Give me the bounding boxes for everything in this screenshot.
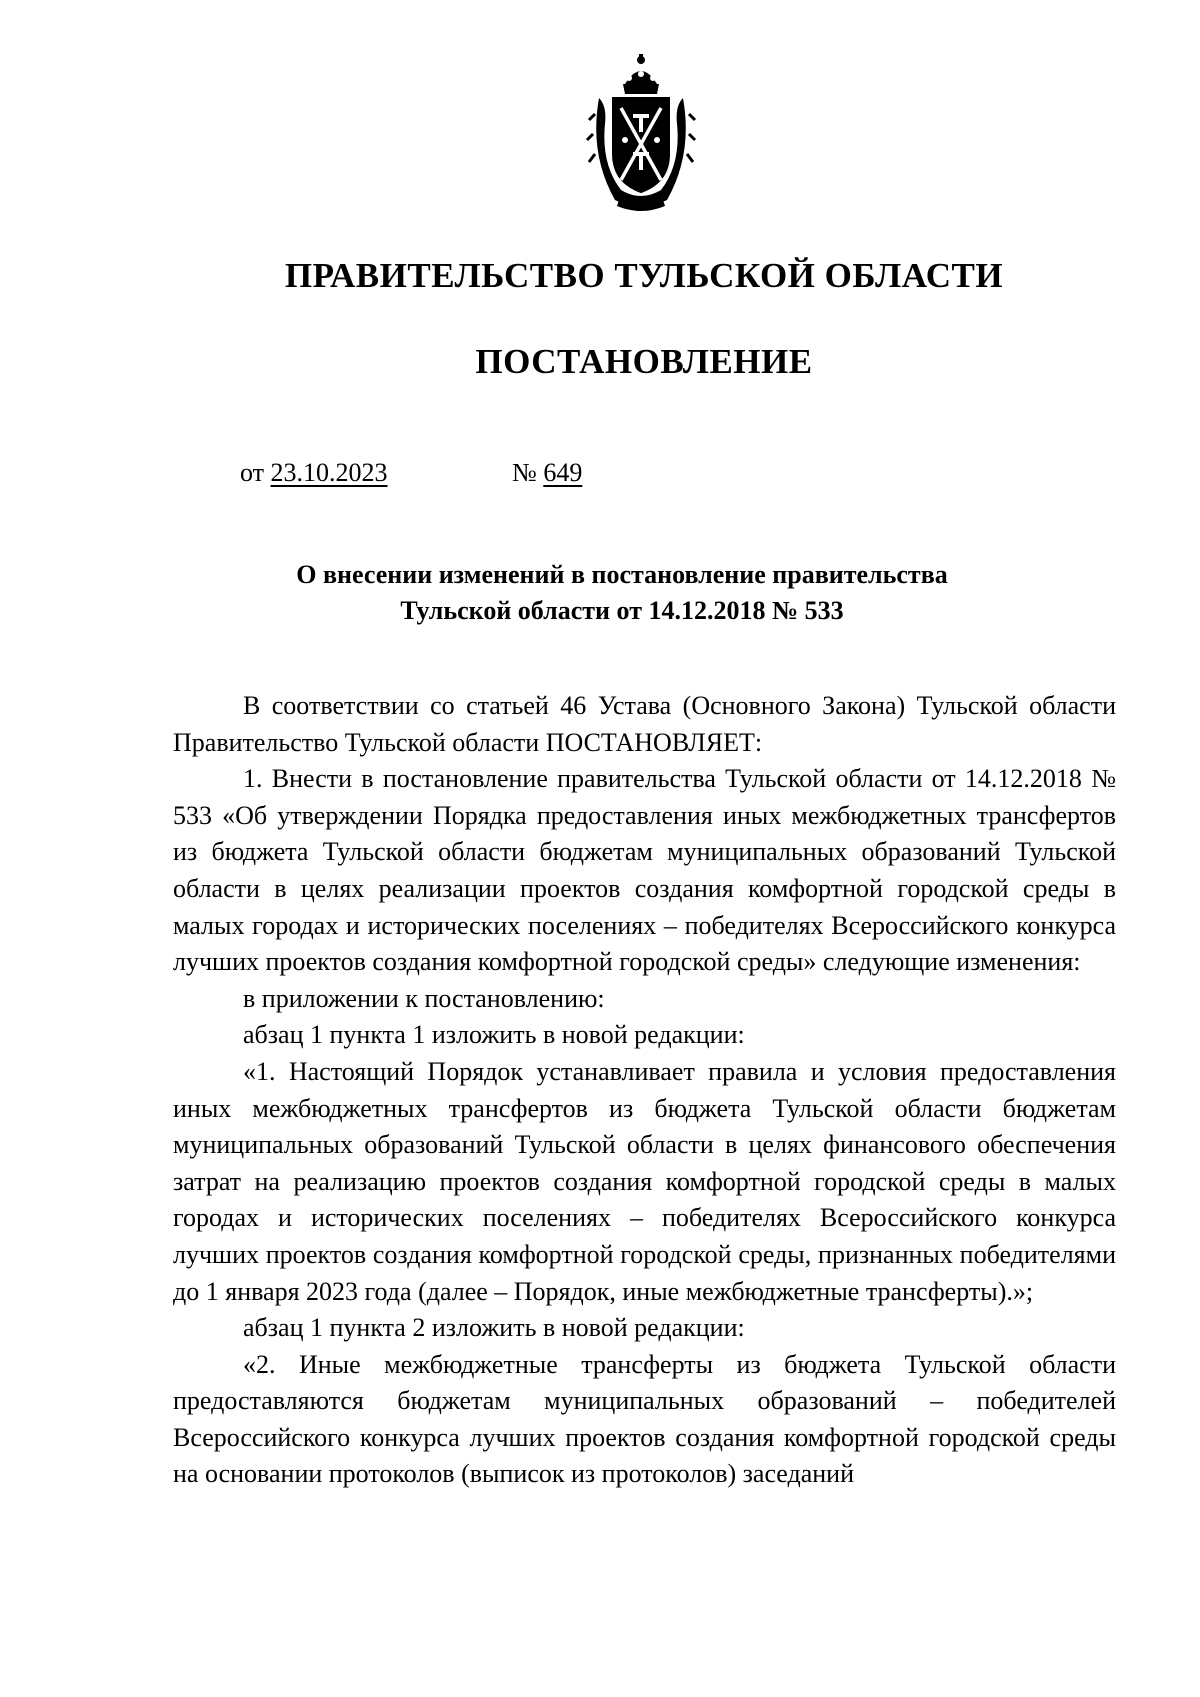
body-paragraph: В соответствии со статьей 46 Устава (Основного Закона) Тульской области Правительство Тульской области ПОСТАНОВЛЯЕТ: [173,691,1116,757]
document-body [173,688,1116,1493]
tula-coat-of-arms-icon [585,54,697,212]
document-title [0,557,1200,629]
document-number: 649 [543,458,583,487]
title-line-1: О внесении изменений в постановление правительства [296,560,948,589]
date-number-line [240,458,583,488]
document-type: ПОСТАНОВЛЕНИЕ [475,342,813,381]
body-paragraph: в приложении к постановлению: [243,983,605,1013]
body-paragraph: «1. Настоящий Порядок устанавливает правила и условия предоставления иных межбюджетных трансфертов из бюджета Тульской области бюджетам муниципальных образований Тульской области в целях финансового обеспечения затрат на реализацию проектов создания комфортной городской среды в малых городах и исторических поселениях – победителях Всероссийского конкурса лучших проектов создания комфортной городской среды, признанных победителями до 1 января 2023 года (далее – Порядок, иные межбюджетные трансферты).»; [173,1056,1116,1306]
body-paragraph: абзац 1 пункта 2 изложить в новой редакции: [243,1313,745,1343]
body-paragraph: абзац 1 пункта 1 изложить в новой редакции: [243,1020,745,1050]
body-paragraph: 1. Внести в постановление правительства Тульской области от 14.12.2018 № 533 «Об утверждении Порядка предоставления иных межбюджетных трансфертов из бюджета Тульской области бюджетам муниципальных образований Тульской области в целях реализации проектов создания комфортной городской среды в малых городах и исторических поселениях – победителях Всероссийского конкурса лучших проектов создания комфортной городской среды» следующие изменения: [173,764,1116,977]
number-prefix: № [512,458,537,487]
organization-name: ПРАВИТЕЛЬСТВО ТУЛЬСКОЙ ОБЛАСТИ [284,256,1004,295]
document-date: 23.10.2023 [270,458,388,487]
body-paragraph: «2. Иные межбюджетные трансферты из бюджета Тульской области предоставляются бюджетам муниципальных образований – победителей Всероссийского конкурса лучших проектов создания комфортной городской среды на основании протоколов (выписок из протоколов) заседаний [173,1349,1116,1489]
number-block [512,458,582,488]
date-prefix: от [240,458,265,487]
title-line-2: Тульской области от 14.12.2018 № 533 [400,596,844,625]
